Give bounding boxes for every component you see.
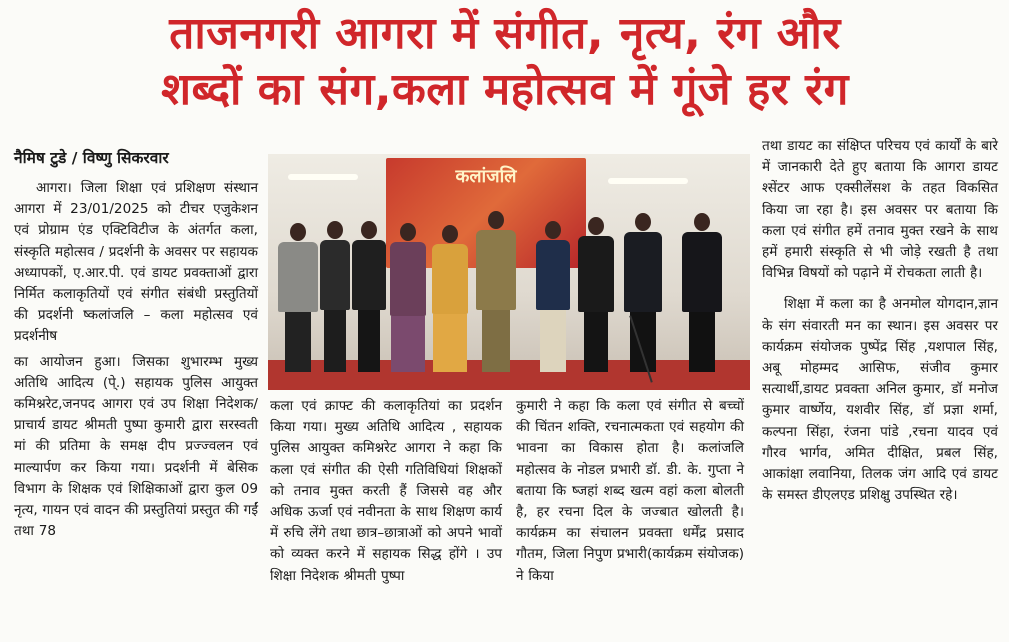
headline bbox=[10, 6, 1000, 118]
article-column-3 bbox=[516, 396, 744, 591]
column-1-paragraph-1: आगरा। जिला शिक्षा एवं प्रशिक्षण संस्थान आगरा में 23/01/2025 को टीचर एजुकेशन एवं प्रोग्राम एंड एक्टिविटीज के अंतर्गत कला, संस्कृति महोत्सव / प्रदर्शनी के अवसर पर सहायक अध्यापकों, ए.आर.पी. एवं डायट प्रवक्ताओं द्वारा निर्मित कलाकृतियों एवं संगीत संबंधी प्रस्तुतियों की प्रदर्शनी ष्कलांजलि – कला महोत्सव एवं प्रदर्शनीष bbox=[14, 180, 258, 345]
article-column-2 bbox=[270, 396, 502, 591]
person-figure bbox=[320, 221, 350, 372]
person-figure bbox=[682, 213, 722, 372]
column-1-paragraph-2: का आयोजन हुआ। जिसका शुभारम्भ मुख्य अतिथि आदित्य (पे्.) सहायक पुलिस आयुक्त कमिश्नरेट,जनपद आगरा एवं उप शिक्षा निदेशक/प्राचार्य डायट श्रीमती पुष्पा कुमारी द्वारा सरस्वती मां की प्रतिमा के समक्ष दीप प्रज्ज्वलन एवं माल्यार्पण कर किया गया। प्रदर्शनी में बेसिक विभाग के शिक्षक एवं शिक्षिकाओं द्वारा कुल 09 नृत्य, गायन एवं वादन की प्रस्तुतियां प्रस्तुत की गईं तथा 78 bbox=[14, 353, 258, 540]
person-figure bbox=[624, 213, 662, 372]
column-4-paragraph-1: तथा डायट का संक्षिप्त परिचय एवं कार्यों के बारे में जानकारी देते हुए बताया कि आगरा डायट श्सेंटर आफ एक्सीलेंसश के तहत विकसित किया जा रहा है। इस अवसर पर बताया कि कला एवं संगीत हमें तनाव मुक्त रखने के साथ हमें हमारी संस्कृति से भी जोड़े रखती है तथा विभिन्न विषयों को पढ़ाने में रोचकता लाती है। bbox=[762, 138, 998, 282]
ceiling-light bbox=[288, 174, 358, 180]
headline-line-1: ताजनगरी आगरा में संगीत, नृत्य, रंग और bbox=[169, 8, 841, 59]
person-figure bbox=[536, 221, 570, 372]
event-photo bbox=[268, 154, 750, 390]
person-figure bbox=[278, 223, 318, 372]
byline: नैमिष टुडे / विष्णु सिकरवार bbox=[14, 149, 169, 167]
person-figure bbox=[476, 211, 516, 372]
article-column-1 bbox=[14, 178, 258, 546]
person-figure bbox=[432, 225, 468, 372]
column-3-paragraph: कुमारी ने कहा कि कला एवं संगीत से बच्चों की चिंतन शक्ति, रचनात्मकता एवं सहयोग की भावना का विकास होता है। कलांजलि महोत्सव के नोडल प्रभारी डॉ. डी. के. गुप्ता ने बताया कि ष्जहां शब्द खत्म वहां कला बोलती है, हर रचना दिल के जज्बात खोलती है। कार्यक्रम का संचालन प्रवक्ता धर्मेंद्र प्रसाद गौतम, जिला निपुण प्रभारी(कार्यक्रम संयोजक) ने किया bbox=[516, 398, 744, 584]
article-column-4 bbox=[762, 136, 998, 510]
ceiling-light bbox=[608, 178, 688, 184]
headline-line-2: शब्दों का संग,कला महोत्सव में गूंजे हर रंग bbox=[161, 64, 849, 115]
person-figure bbox=[390, 223, 426, 372]
banner-title: कलांजलि bbox=[455, 166, 517, 187]
person-figure bbox=[352, 221, 386, 372]
column-2-paragraph: कला एवं क्राफ्ट की कलाकृतियां का प्रदर्शन किया गया। मुख्य अतिथि आदित्य , सहायक पुलिस आयुक्त कमिश्नरेट आगरा ने कहा कि कला एवं संगीत की ऐसी गतिविधियां शिक्षकों को तनाव मुक्त करती हैं जिससे वह और अधिक ऊर्जा एवं नवीनता के साथ शिक्षण कार्य में रुचि लेंगे तथा छात्र–छात्राओं को अपने भावों को व्यक्त करने में सहायक सिद्ध होंगे । उप शिक्षा निदेशक श्रीमती पुष्पा bbox=[270, 398, 502, 584]
person-figure bbox=[578, 217, 614, 372]
column-4-paragraph-2: शिक्षा में कला का है अनमोल योगदान,ज्ञान के संग संवारती मन का स्थान। इस अवसर पर कार्यक्रम संयोजक पुष्पेंद्र सिंह ,यशपाल सिंह, अबू मोहम्मद आसिफ, संजीव कुमार सत्यार्थी,डायट प्रवक्ता अनिल कुमार, डॉ मनोज कुमार वार्ष्णेय, यशवीर सिंह, डॉ प्रज्ञा शर्मा, कल्पना सिंहा, रंजना पांडे ,रचना यादव एवं गौरव भार्गव, अमित दीक्षित, प्रबल सिंह, आकांक्षा लवानिया, तिलक जंग आदि एवं डायट के समस्त डीएलएड प्रशिक्षु उपस्थित रहे। bbox=[762, 296, 998, 504]
